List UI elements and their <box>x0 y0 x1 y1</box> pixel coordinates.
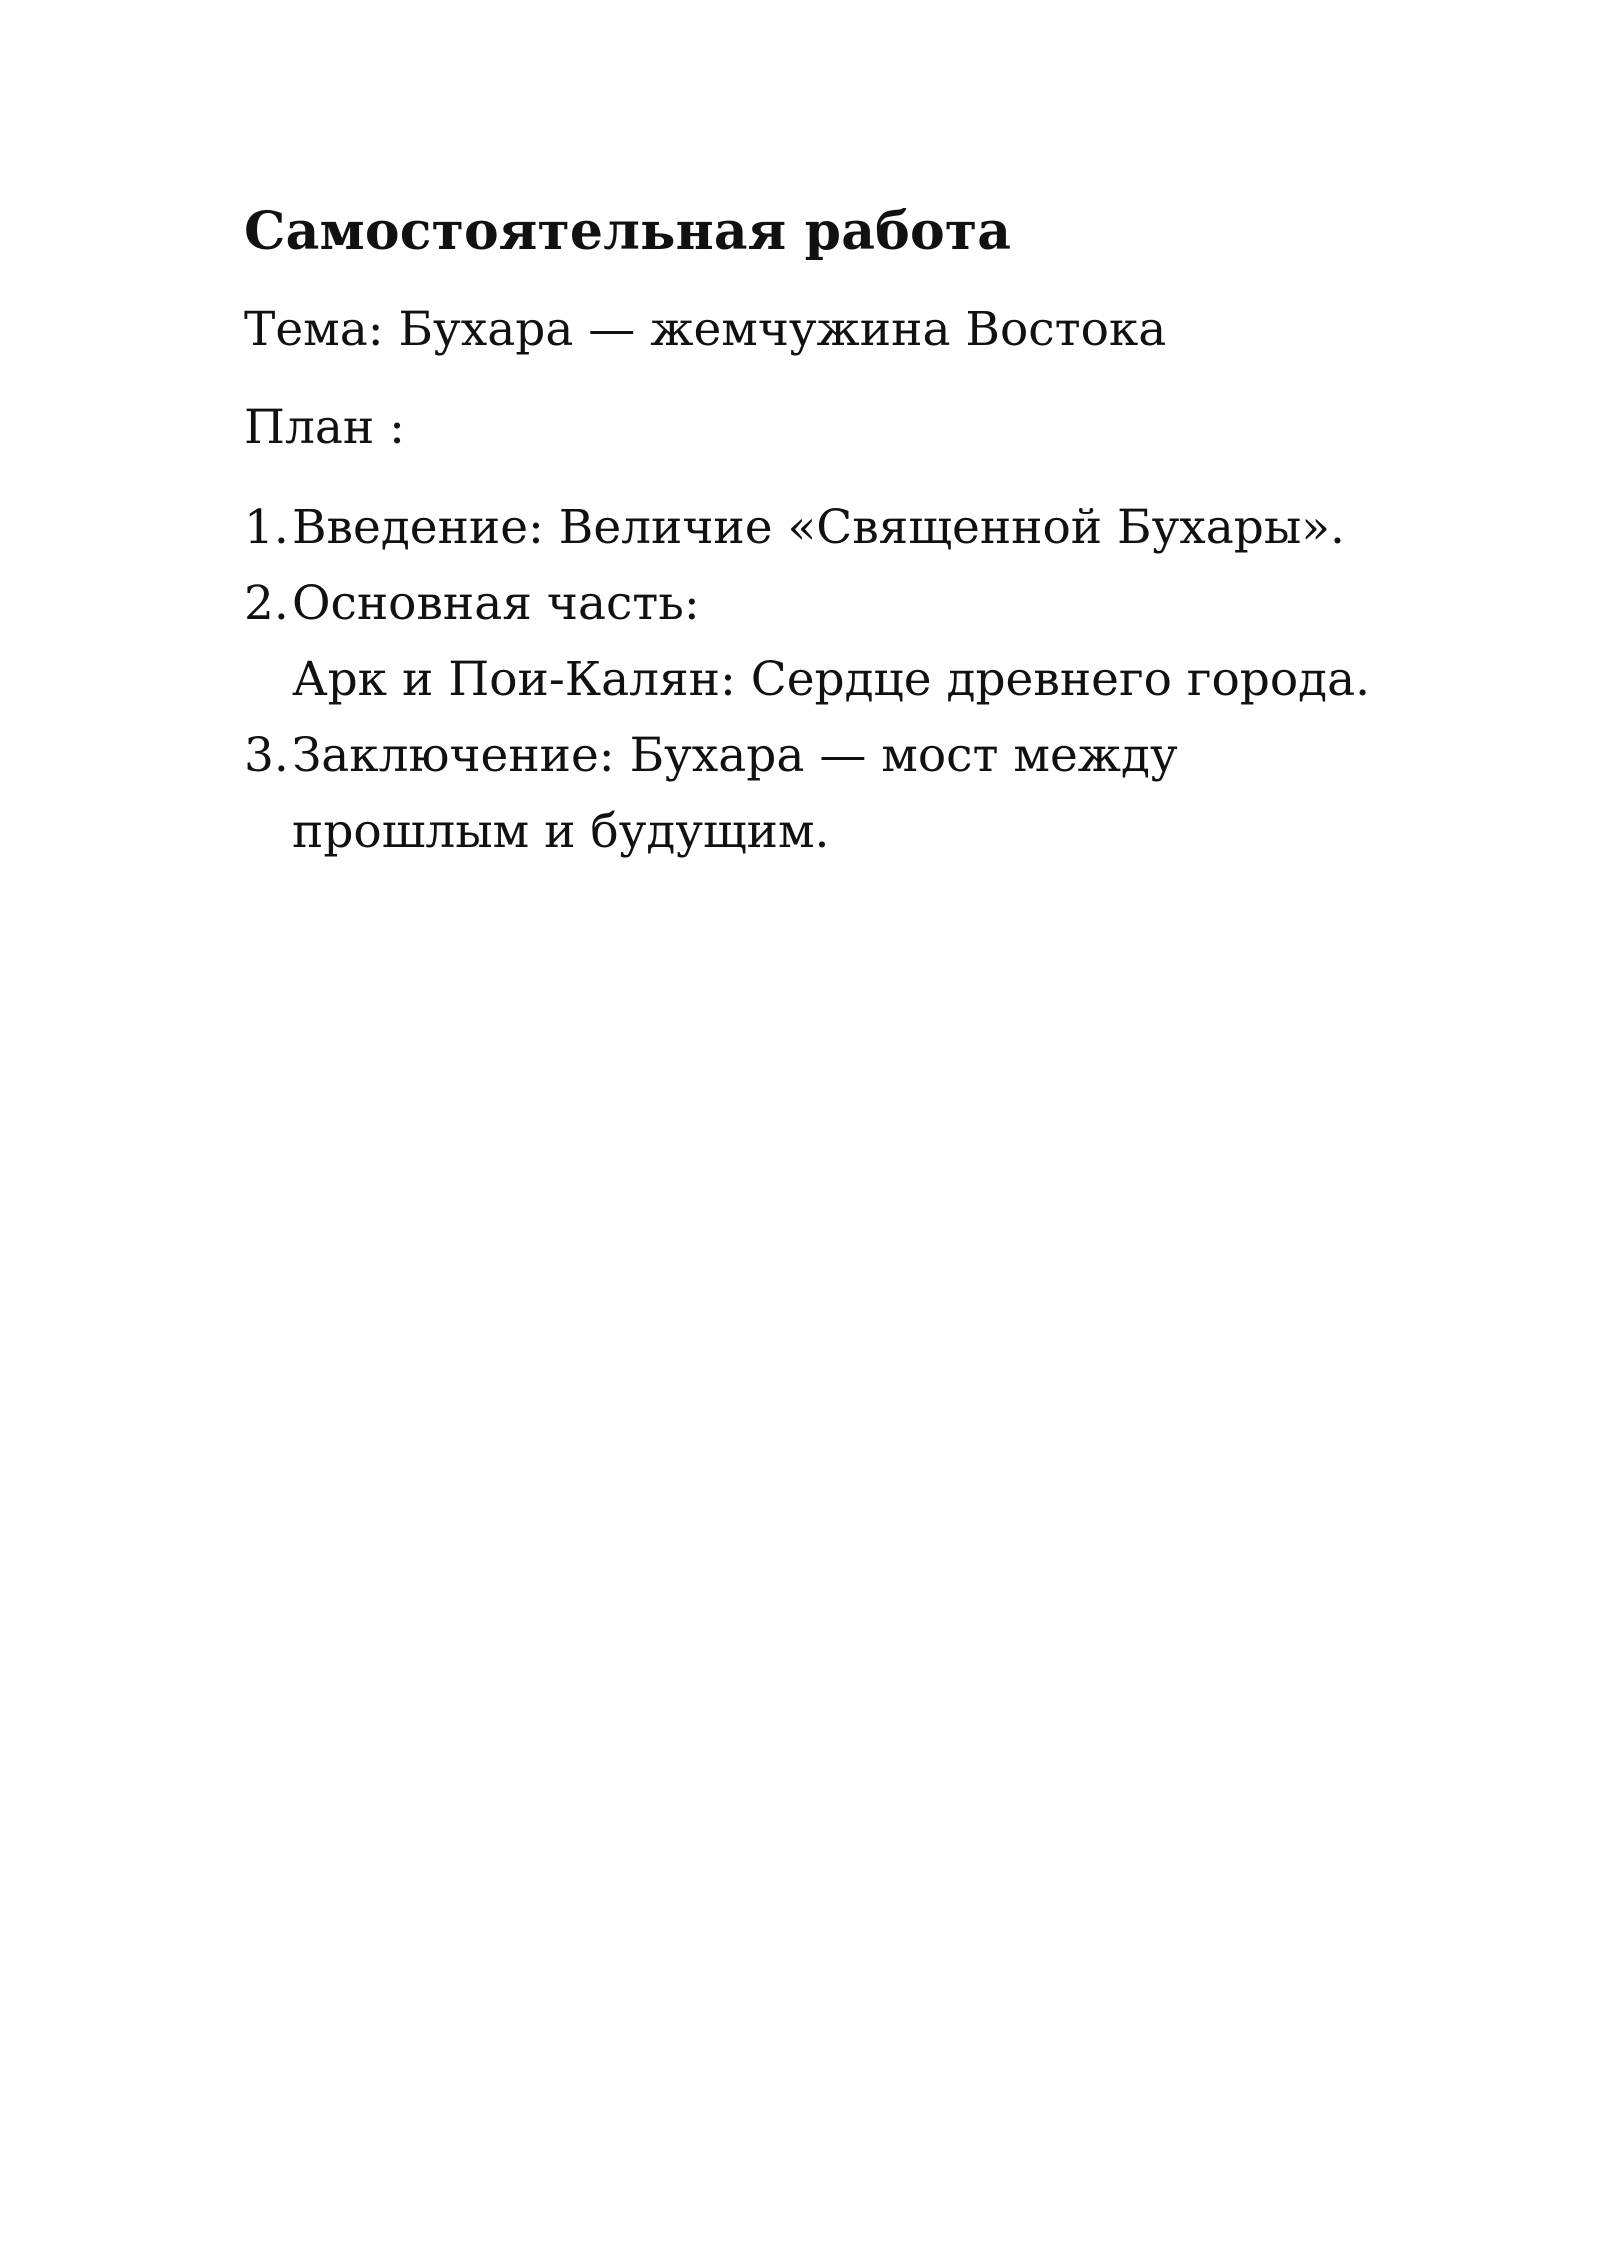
plan-item-line: Заключение: Бухара — мост между <box>292 728 1178 783</box>
topic-line: Тема: Бухара — жемчужина Востока <box>244 302 1167 357</box>
plan-item-line: Введение: Величие «Священной Бухары». <box>292 500 1345 555</box>
plan-item-text <box>292 490 1384 566</box>
plan-item-number: 1. <box>244 500 289 555</box>
plan-item-line: Основная часть: <box>292 576 700 631</box>
plan-item-2 <box>244 566 1384 718</box>
plan-item-line: Арк и Пои-Калян: Сердце древнего города. <box>292 652 1371 707</box>
plan-list <box>244 490 1384 870</box>
plan-item-1 <box>244 490 1384 566</box>
plan-item-text <box>292 718 1384 870</box>
plan-item-3 <box>244 718 1384 870</box>
plan-item-number: 2. <box>244 576 289 631</box>
plan-label: План : <box>244 400 405 455</box>
plan-item-text <box>292 566 1384 718</box>
plan-item-number: 3. <box>244 728 289 783</box>
plan-item-line: прошлым и будущим. <box>292 804 830 859</box>
document-title: Самостоятельная работа <box>244 201 1012 262</box>
document-content <box>244 196 1384 870</box>
